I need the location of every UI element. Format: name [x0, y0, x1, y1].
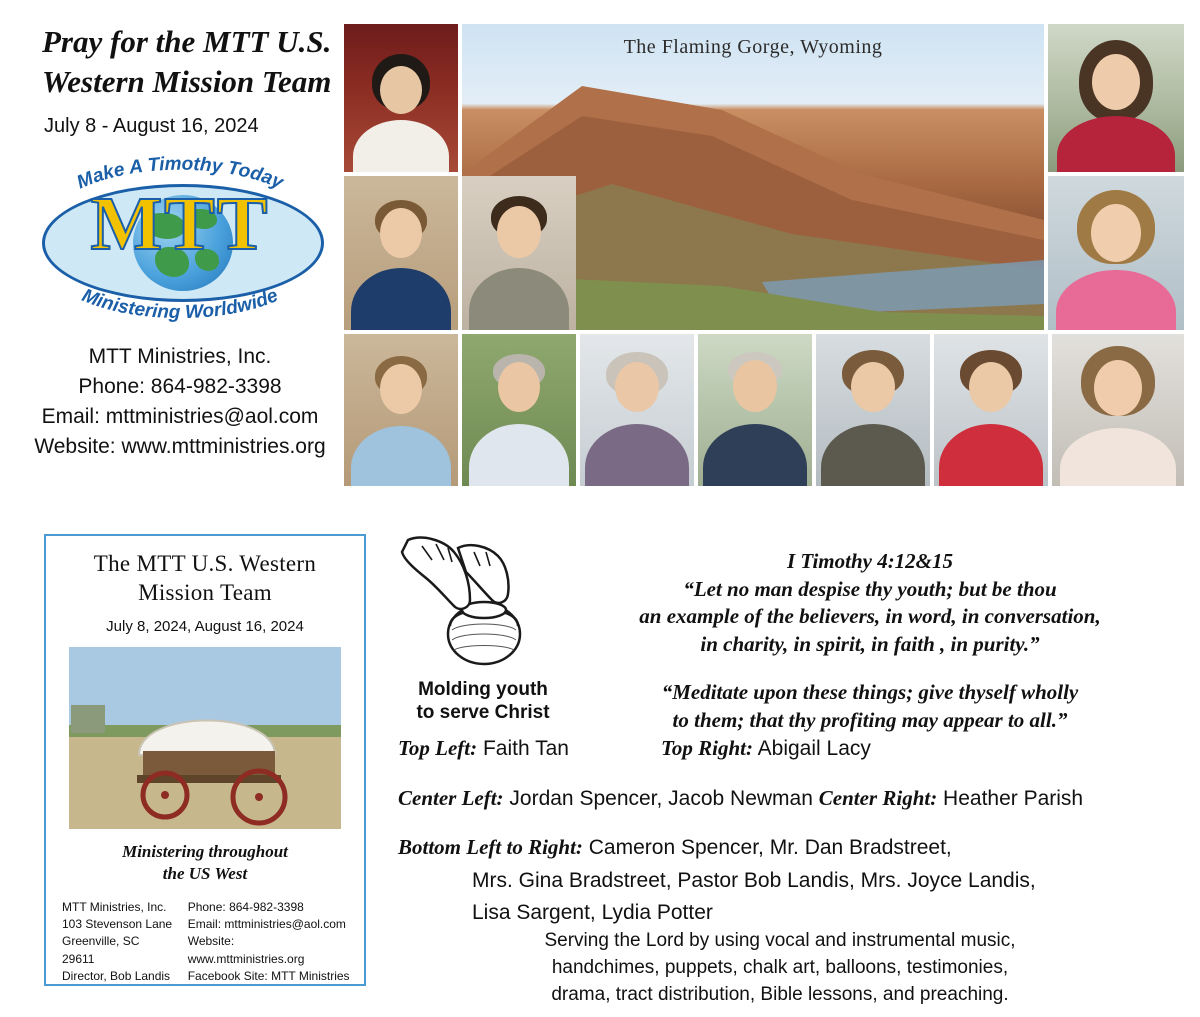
- names-center-left-label: Center Left:: [398, 785, 504, 810]
- mission-team-card: [44, 534, 366, 986]
- photo-bob-landis: [698, 334, 812, 486]
- svg-text:Make A Timothy Today: Make A Timothy Today: [73, 156, 287, 194]
- scripture-line1: “Let no man despise thy youth; but be thou: [683, 576, 1057, 601]
- card-dates: July 8, 2024, August 16, 2024: [106, 617, 304, 635]
- scenic-caption: The Flaming Gorge, Wyoming: [623, 36, 883, 58]
- scripture2-line1: “Meditate upon these things; give thyself wholly: [661, 679, 1079, 704]
- names-top-left: [398, 732, 569, 766]
- names-top-left-value: Faith Tan: [482, 737, 569, 760]
- card-address-street: 103 Stevenson Lane: [62, 917, 173, 932]
- scripture-reference: I Timothy 4:12&15: [786, 549, 954, 573]
- names-bottom-value-line1: Cameron Spencer, Mr. Dan Bradstreet,: [588, 836, 952, 860]
- names-top-right: [661, 732, 871, 766]
- serving-description: [420, 928, 1140, 1009]
- card-title-line2: Mission Team: [138, 579, 272, 605]
- team-names-list: [398, 732, 1158, 946]
- scripture2-line2: to them; that thy profiting may appear to all.”: [672, 707, 1068, 732]
- photo-covered-wagon: [69, 647, 341, 829]
- card-address-director: Director, Bob Landis: [62, 969, 171, 984]
- card-contact-details: [188, 899, 352, 986]
- hands-shaping-pottery-icon: [392, 530, 574, 670]
- scripture-line3: in charity, in spirit, in faith , in purity.”: [700, 632, 1040, 657]
- serving-line1: Serving the Lord by using vocal and instrumental music,: [544, 930, 1016, 951]
- left-info-column: [20, 22, 340, 462]
- mtt-logo: [30, 156, 330, 326]
- names-bottom-value-line2: Mrs. Gina Bradstreet, Pastor Bob Landis, Mrs. Joyce Landis,: [472, 868, 1036, 892]
- bottom-content: [0, 510, 1200, 1017]
- photo-gina-bradstreet: [580, 334, 694, 486]
- photo-cameron-spencer: [344, 334, 458, 486]
- names-top-right-label: Top Right:: [660, 736, 753, 760]
- names-row-top: [398, 732, 1158, 766]
- contact-block: [20, 342, 340, 461]
- card-website: Website: www.mttministries.org: [187, 934, 305, 966]
- names-row-bottom: [398, 831, 1158, 930]
- photo-dan-bradstreet: [462, 334, 576, 486]
- photo-joyce-landis: [816, 334, 930, 486]
- contact-email: Email: mttministries@aol.com: [41, 404, 319, 428]
- photo-heather-parish: [1048, 176, 1184, 330]
- scripture-block: [560, 548, 1180, 734]
- photo-jordan-spencer: [344, 176, 458, 330]
- photo-faith-tan: [344, 24, 458, 172]
- page-title: Pray for the MTT U.S. Western Mission Team: [42, 24, 332, 99]
- photo-collage: [344, 24, 1184, 488]
- logo-arc-top: [30, 156, 330, 216]
- card-email: Email: mttministries@aol.com: [187, 917, 346, 932]
- photo-lydia-potter: [1052, 334, 1184, 486]
- card-subtitle-line2: the US West: [162, 863, 248, 883]
- names-row-center: [398, 782, 1158, 816]
- serving-line2: handchimes, puppets, chalk art, balloons, testimonies,: [551, 956, 1009, 978]
- names-top-left-label: Top Left:: [398, 736, 478, 760]
- card-address-city: Greenville, SC 29611: [62, 934, 140, 966]
- card-facebook: Facebook Site: MTT Ministries: [187, 969, 350, 984]
- card-contact-block: [58, 899, 352, 986]
- names-center-right-value: Heather Parish: [943, 786, 1084, 810]
- molding-youth-logo: [392, 530, 574, 725]
- contact-org: MTT Ministries, Inc.: [88, 345, 272, 369]
- card-subtitle-line1: Ministering throughout: [122, 841, 288, 861]
- names-bottom-value-line3: Lisa Sargent, Lydia Potter: [472, 901, 713, 925]
- names-center-right-label: Center Right:: [818, 785, 938, 810]
- photo-jacob-newman: [462, 176, 576, 330]
- logo-letters: MTT: [90, 182, 270, 267]
- card-subtitle: [58, 841, 352, 885]
- molding-caption-line1: Molding youth: [418, 679, 548, 700]
- svg-text:Ministering Worldwide: Ministering Worldwide: [79, 285, 282, 324]
- card-address: [62, 899, 174, 986]
- molding-caption-line2: to serve Christ: [416, 701, 550, 723]
- wagon-illustration: [69, 647, 341, 829]
- card-title: [58, 550, 352, 608]
- card-phone: Phone: 864-982-3398: [187, 899, 304, 914]
- card-title-line1: The MTT U.S. Western: [93, 551, 317, 576]
- names-center-left-value: Jordan Spencer, Jacob Newman: [509, 786, 813, 810]
- photo-abigail-lacy: [1048, 24, 1184, 172]
- contact-phone: Phone: 864-982-3398: [78, 375, 282, 399]
- names-top-right-value: Abigail Lacy: [757, 737, 871, 760]
- molding-caption: [392, 679, 574, 725]
- names-bottom-label: Bottom Left to Right:: [398, 835, 583, 860]
- mission-dates: July 8 - August 16, 2024: [44, 115, 259, 138]
- logo-arc-bottom: [30, 262, 330, 326]
- scripture-line2: an example of the believers, in word, in conversation,: [639, 604, 1101, 629]
- contact-website: Website: www.mttministries.org: [34, 434, 326, 458]
- card-address-org: MTT Ministries, Inc.: [62, 899, 167, 914]
- photo-lisa-sargent: [934, 334, 1048, 486]
- serving-line3: drama, tract distribution, Bible lessons, and preaching.: [551, 983, 1009, 1005]
